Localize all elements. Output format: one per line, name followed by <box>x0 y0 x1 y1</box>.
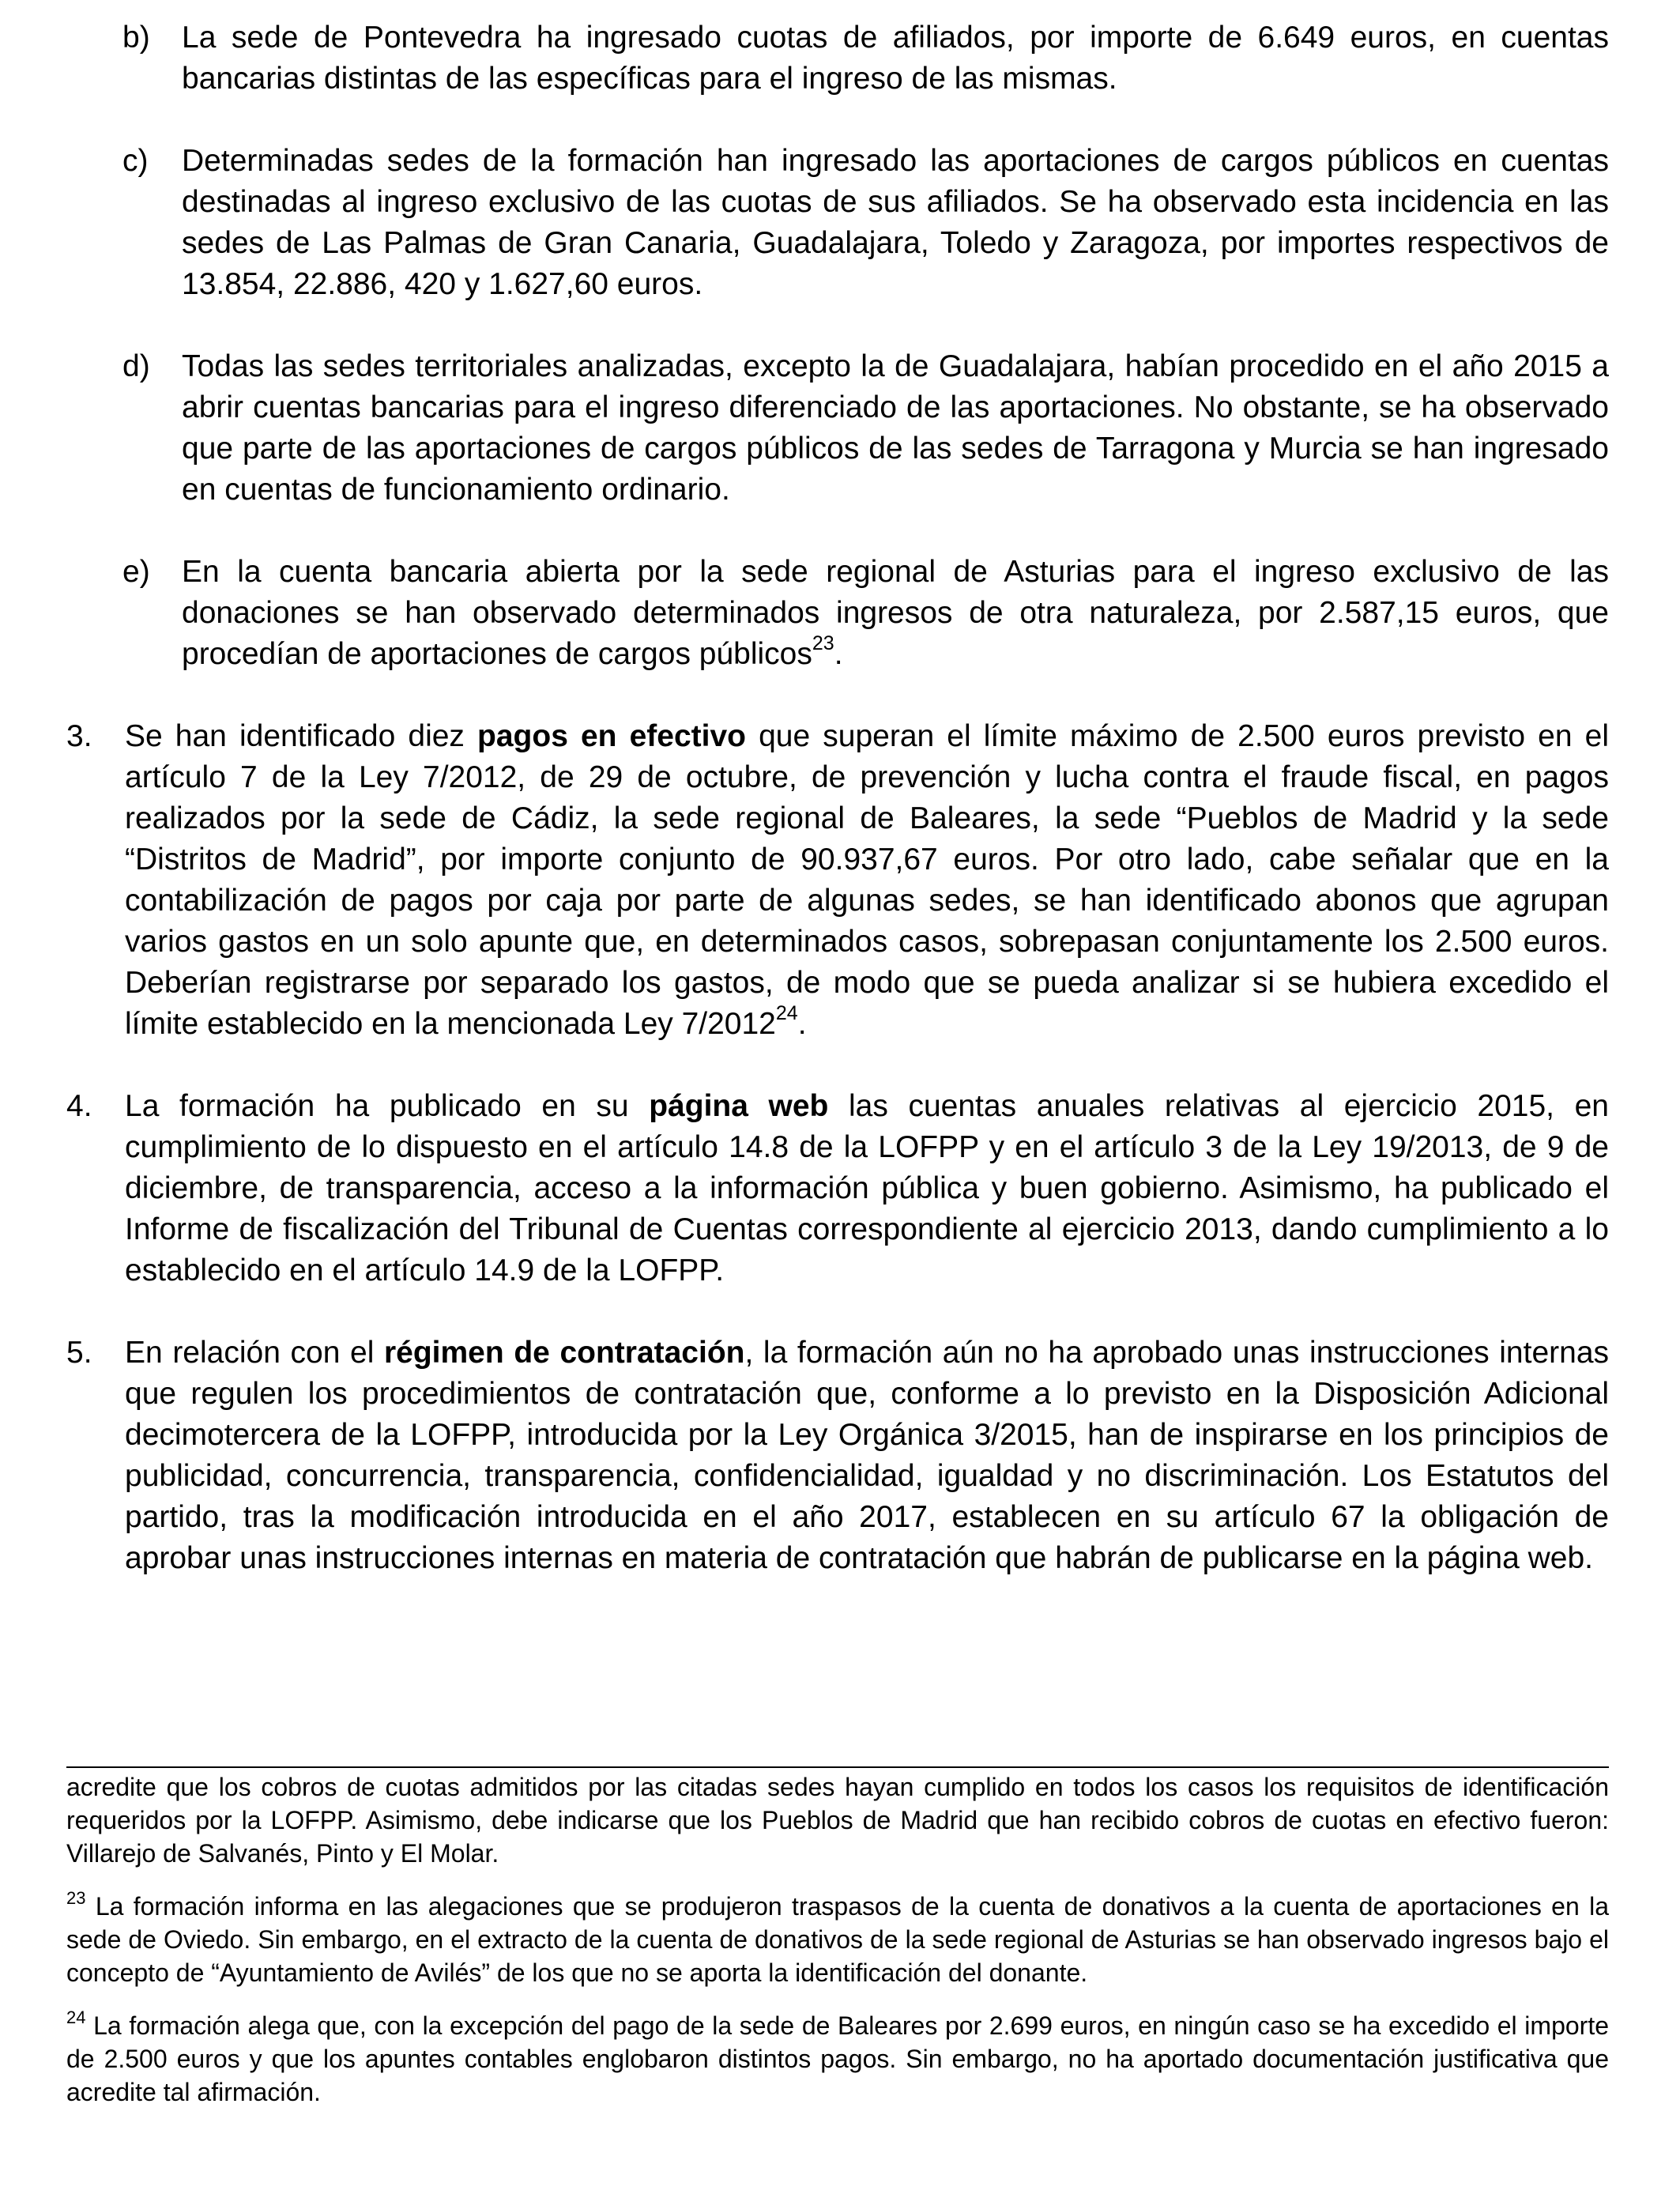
item-marker: 4. <box>66 1089 92 1123</box>
item-text-pre: La formación ha publicado en su <box>125 1089 650 1123</box>
footnote-text: La formación informa en las alegaciones que se produjeron traspasos de la cuenta de donativos a la cuenta de aportaciones en la sede de Oviedo. Sin embargo, en el extracto de la cuenta de donativos de la sede regional de Asturias se han observado ingresos bajo el concepto de “Ayuntamiento de Avilés” de los que no se aporta la identificación del donante. <box>66 1892 1609 1987</box>
item-end: . <box>834 637 843 671</box>
item-text: En la cuenta bancaria abierta por la sede regional de Asturias para el ingreso exclusivo de las donaciones se han observado determinados ingresos de otra naturaleza, por 2.587,15 euros, que procedían de aportaciones de cargos públicos <box>182 555 1609 671</box>
footnote-ref-24[interactable]: 24 <box>775 1002 798 1024</box>
item-text-pre: Se han identificado diez <box>125 719 478 753</box>
list-item-e <box>66 552 1609 675</box>
item-text-post: las cuentas anuales relativas al ejercicio 2015, en cumplimiento de lo dispuesto en el artículo 14.8 de la LOFPP y en el artículo 3 de la Ley 19/2013, de 9 de diciembre, de transparencia, acceso a la información pública y buen gobierno. Asimismo, ha publicado el Informe de fiscalización del Tribunal de Cuentas correspondiente al ejercicio 2013, dando cumplimiento a lo establecido en el artículo 14.9 de la LOFPP. <box>125 1089 1609 1287</box>
list-item-d <box>66 346 1609 511</box>
footnotes <box>66 1770 1609 2128</box>
item-marker: 3. <box>66 719 92 753</box>
item-marker: 5. <box>66 1336 92 1370</box>
list-item-5 <box>66 1333 1609 1579</box>
footnote-ref-23[interactable]: 23 <box>812 632 834 654</box>
item-text-bold: página web <box>649 1089 829 1123</box>
item-text: Determinadas sedes de la formación han ingresado las aportaciones de cargos públicos en cuentas destinadas al ingreso exclusivo de las cuotas de sus afiliados. Se ha observado esta incidencia en las sedes de Las Palmas de Gran Canaria, Guadalajara, Toledo y Zaragoza, por importes respectivos de 13.854, 22.886, 420 y 1.627,60 euros. <box>182 144 1609 301</box>
list-item-4 <box>66 1086 1609 1291</box>
list-item-b <box>66 17 1609 100</box>
list-item-3 <box>66 716 1609 1045</box>
item-marker: b) <box>122 21 150 55</box>
item-text: La sede de Pontevedra ha ingresado cuotas de afiliados, por importe de 6.649 euros, en cuentas bancarias distintas de las específicas para el ingreso de las mismas. <box>182 21 1609 96</box>
footnote-24 <box>66 2009 1609 2109</box>
footnote-separator <box>66 1766 1609 1768</box>
item-end: . <box>797 1007 807 1041</box>
item-text-post: que superan el límite máximo de 2.500 euros previsto en el artículo 7 de la Ley 7/2012, de 29 de octubre, de prevención y lucha contra el fraude fiscal, en pagos realizados por la sede de Cádiz, la sede regional de Baleares, la sede “Pueblos de Madrid y la sede “Distritos de Madrid”, por importe conjunto de 90.937,67 euros. Por otro lado, cabe señalar que en la contabilización de pagos por caja por parte de algunas sedes, se han identificado abonos que agrupan varios gastos en un solo apunte que, en determinados casos, sobrepasan conjuntamente los 2.500 euros. Deberían registrarse por separado los gastos, de modo que se pueda analizar si se hubiera excedido el límite establecido en la mencionada Ley 7/2012 <box>125 719 1609 1041</box>
item-text: Todas las sedes territoriales analizadas, excepto la de Guadalajara, habían procedido en el año 2015 a abrir cuentas bancarias para el ingreso diferenciado de las aportaciones. No obstante, se ha observado que parte de las aportaciones de cargos públicos de las sedes de Tarragona y Murcia se han ingresado en cuentas de funcionamiento ordinario. <box>182 349 1609 507</box>
footnote-number: 23 <box>66 1888 86 1909</box>
item-text-bold: régimen de contratación <box>383 1336 745 1370</box>
main-text <box>66 17 1609 1620</box>
footnote-text: La formación alega que, con la excepción del pago de la sede de Baleares por 2.699 euros, en ningún caso se ha excedido el importe de 2.500 euros y que los apuntes contables englobaron distintos pagos. Sin embargo, no ha aportado documentación justificativa que acredite tal afirmación. <box>66 2011 1609 2106</box>
item-text-bold: pagos en efectivo <box>477 719 746 753</box>
footnote-number: 24 <box>66 2007 86 2028</box>
item-marker: e) <box>122 555 150 589</box>
footnote-continued: acredite que los cobros de cuotas admitidos por las citadas sedes hayan cumplido en todos los casos los requisitos de identificación requeridos por la LOFPP. Asimismo, debe indicarse que los Pueblos de Madrid que han recibido cobros de cuotas en efectivo fueron: Villarejo de Salvanés, Pinto y El Molar. <box>66 1773 1609 1868</box>
item-text-post: , la formación aún no ha aprobado unas instrucciones internas que regulen los procedimientos de contratación que, conforme a lo previsto en la Disposición Adicional decimotercera de la LOFPP, introducida por la Ley Orgánica 3/2015, han de inspirarse en los principios de publicidad, concurrencia, transparencia, confidencialidad, igualdad y no discriminación. Los Estatutos del partido, tras la modificación introducida en el año 2017, establecen en su artículo 67 la obligación de aprobar unas instrucciones internas en materia de contratación que habrán de publicarse en la página web. <box>125 1336 1610 1575</box>
list-item-c <box>66 141 1609 305</box>
item-marker: c) <box>122 144 149 178</box>
footnote-23 <box>66 1890 1609 1989</box>
item-text-pre: En relación con el <box>125 1336 384 1370</box>
item-marker: d) <box>122 349 150 383</box>
